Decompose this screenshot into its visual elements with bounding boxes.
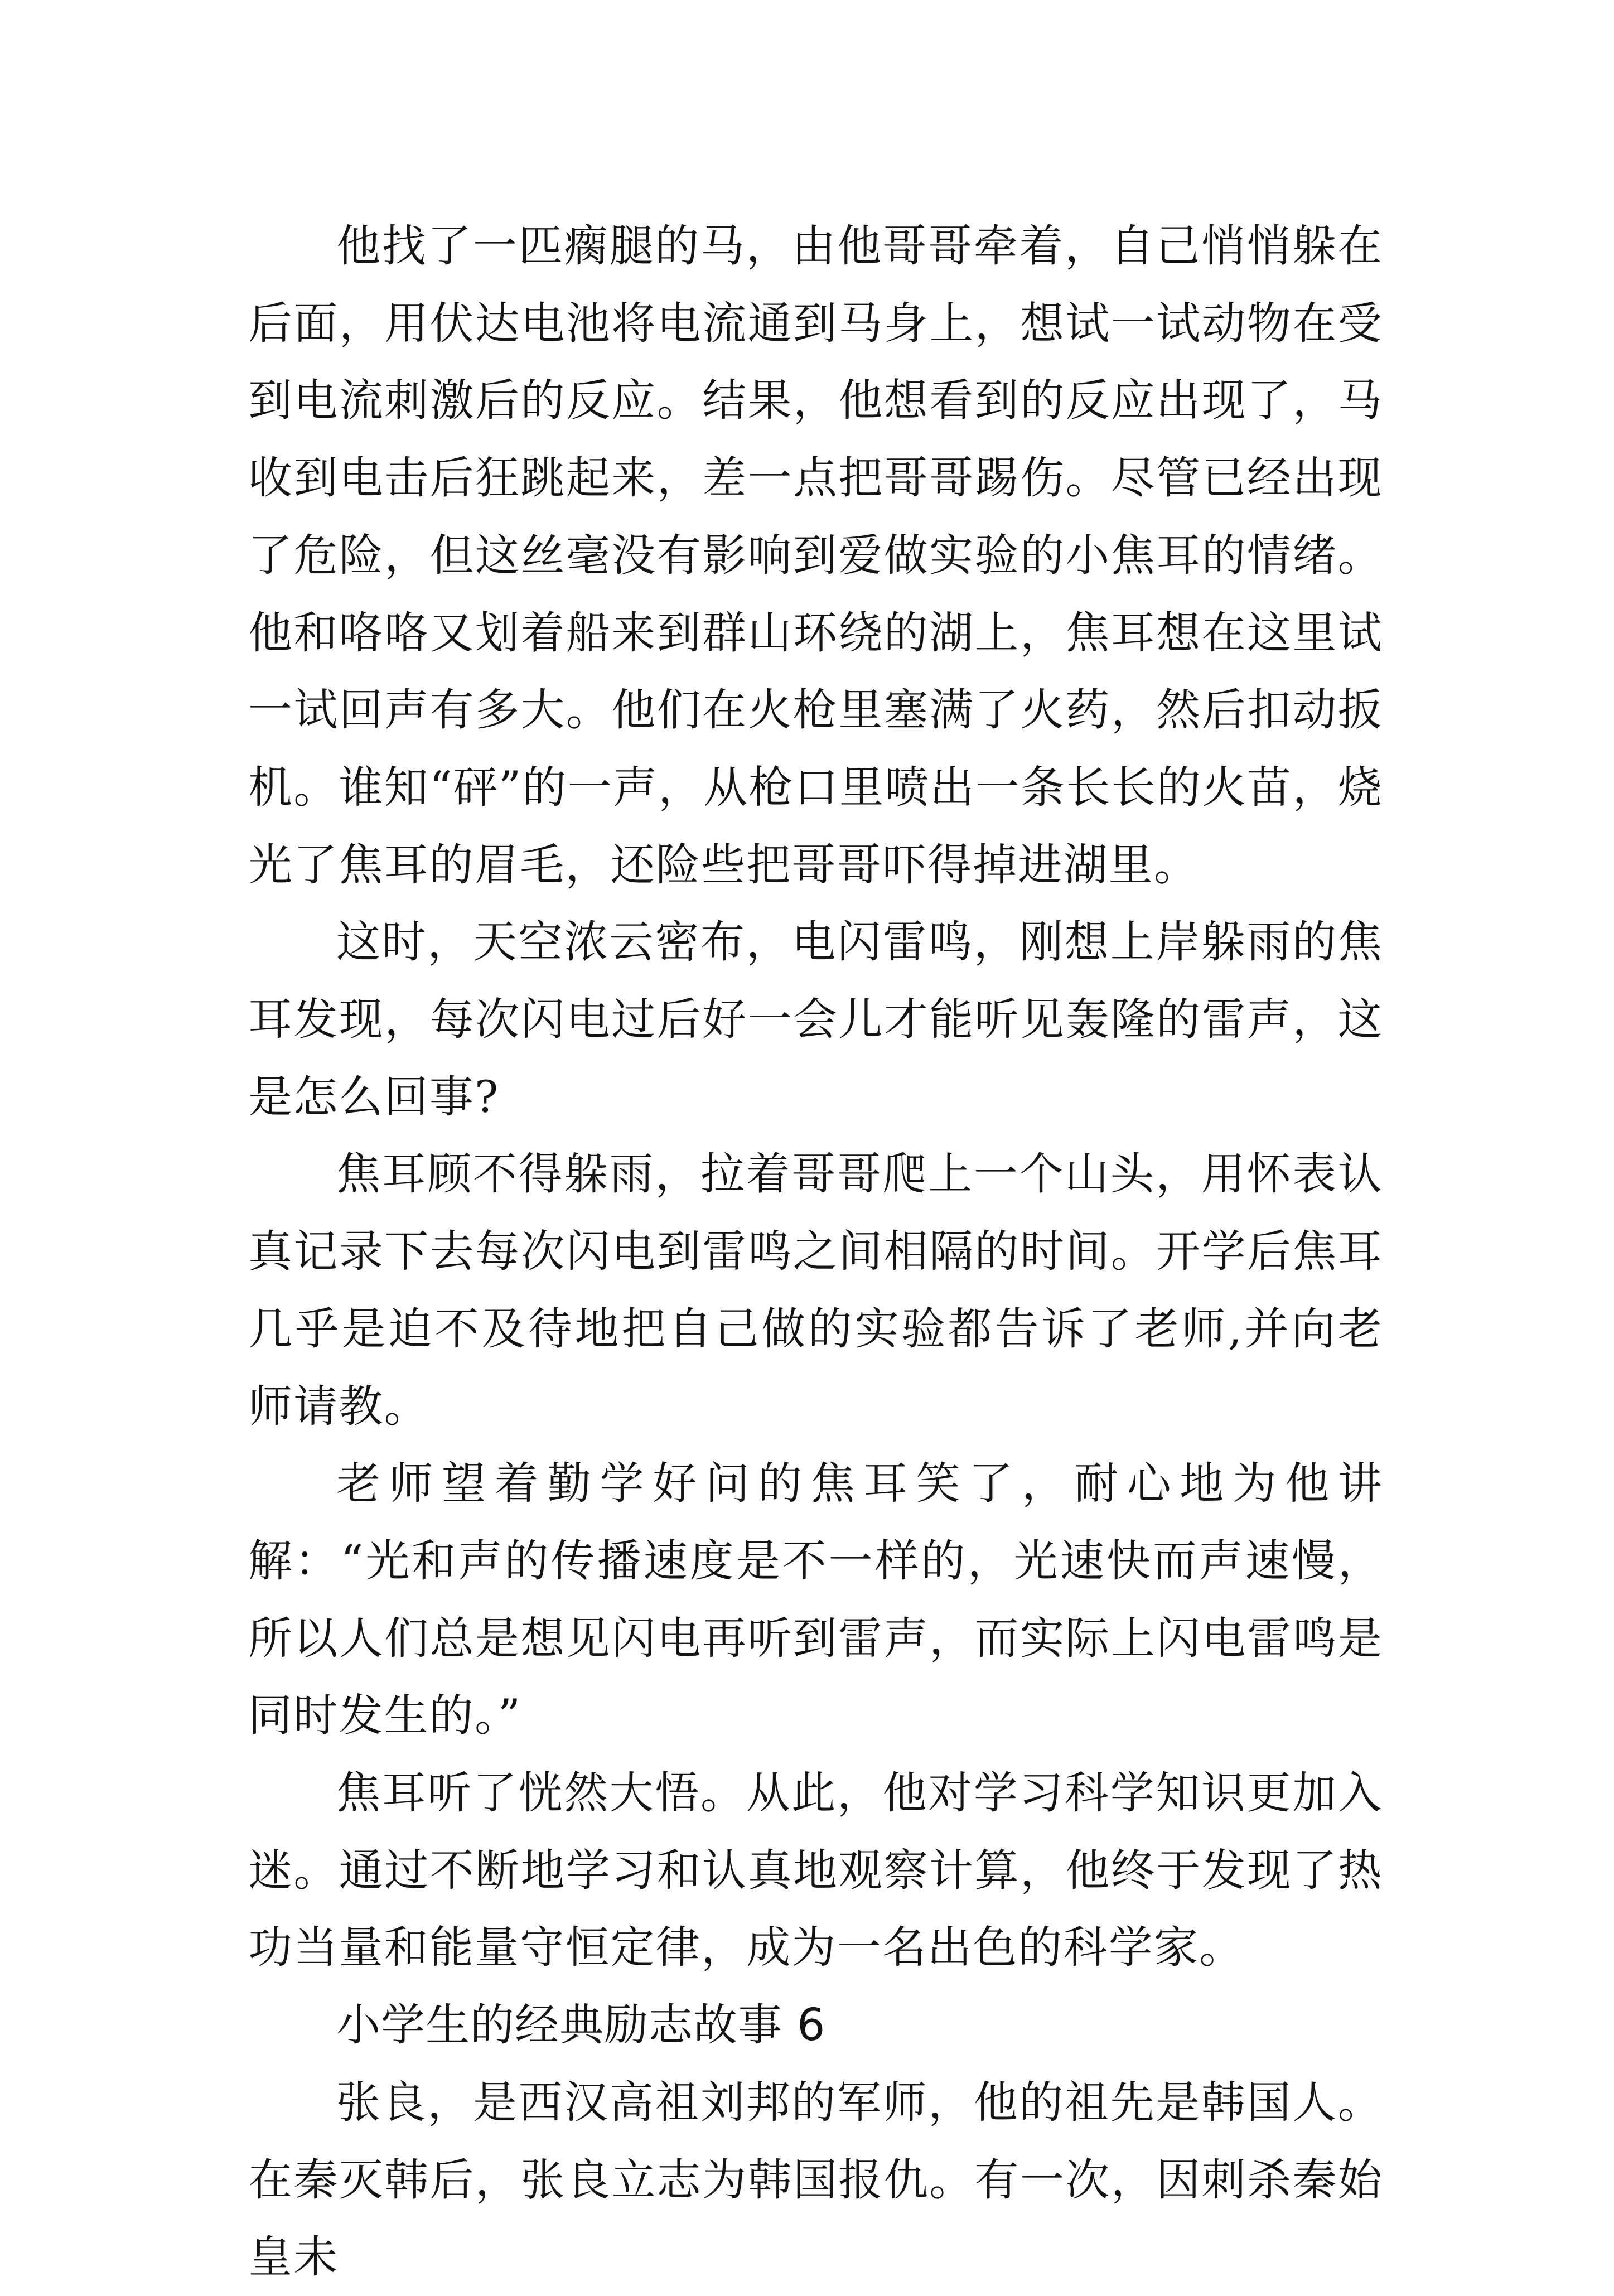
paragraph-3: 焦耳顾不得躲雨，拉着哥哥爬上一个山头，用怀表认真记录下去每次闪电到雷鸣之间相隔的时间。开学后焦耳几乎是迫不及待地把自己做的实验都告诉了老师,并向老师请教。 (248, 1148, 1383, 1432)
paragraph-4: 老师望着勤学好问的焦耳笑了，耐心地为他讲解：“光和声的传播速度是不一样的，光速快而声速慢，所以人们总是想见闪电再听到雷声，而实际上闪电雷鸣是同时发生的。” (248, 1458, 1383, 1742)
paragraph-1: 他找了一匹瘸腿的马，由他哥哥牵着，自己悄悄躲在后面，用伏达电池将电流通到马身上，想试一试动物在受到电流刺激后的反应。结果，他想看到的反应出现了，马收到电击后狂跳起来，差一点把哥哥踢伤。尽管已经出现了危险，但这丝毫没有影响到爱做实验的小焦耳的情绪。他和咯咯又划着船来到群山环绕的湖上，焦耳想在这里试一试回声有多大。他们在火枪里塞满了火药，然后扣动扳机。谁知“砰”的一声，从枪口里喷出一条长长的火苗，烧光了焦耳的眉毛，还险些把哥哥吓得掉进湖里。 (248, 220, 1383, 891)
paragraph-5: 焦耳听了恍然大悟。从此，他对学习科学知识更加入迷。通过不断地学习和认真地观察计算，他终于发现了热功当量和能量守恒定律，成为一名出色的科学家。 (248, 1767, 1383, 1974)
paragraph-6: 张良，是西汉高祖刘邦的军师，他的祖先是韩国人。在秦灭韩后，张良立志为韩国报仇。有一次，因刺杀秦始皇未 (248, 2076, 1383, 2283)
section-heading: 小学生的经典励志故事 6 (336, 1999, 826, 2051)
paragraph-2: 这时，天空浓云密布，电闪雷鸣，刚想上岸躲雨的焦耳发现，每次闪电过后好一会儿才能听见轰隆的雷声，这是怎么回事? (248, 916, 1383, 1123)
document-body (248, 207, 1383, 2296)
